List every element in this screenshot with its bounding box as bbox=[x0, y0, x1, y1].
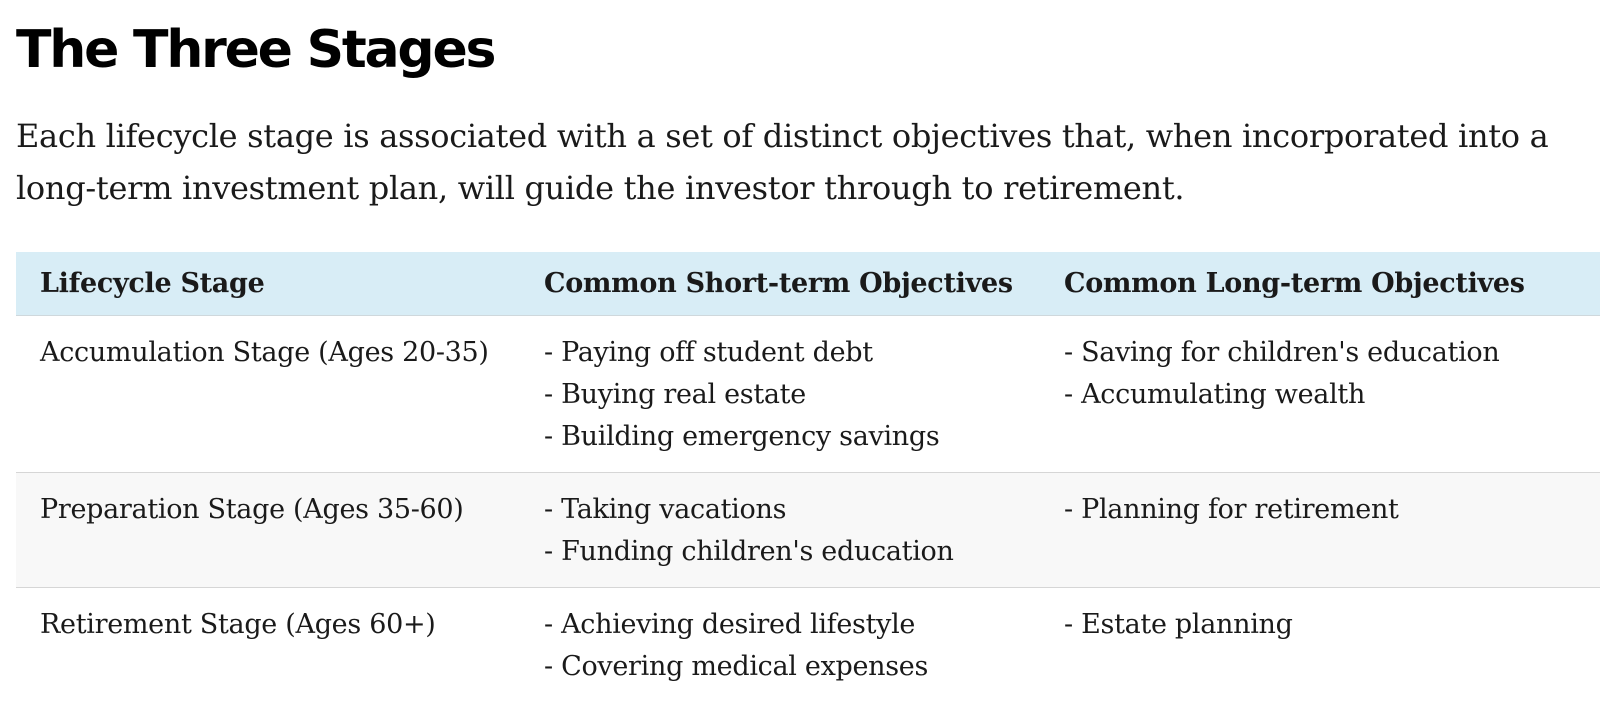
list-item: - Saving for children's education bbox=[1064, 332, 1576, 374]
table-row bbox=[16, 316, 1600, 473]
stage-cell: Accumulation Stage (Ages 20-35) bbox=[16, 316, 520, 473]
stage-cell: Retirement Stage (Ages 60+) bbox=[16, 588, 520, 702]
header-short-term-objectives: Common Short-term Objectives bbox=[520, 252, 1040, 316]
list-item: - Taking vacations bbox=[544, 489, 1016, 531]
page-title: The Three Stages bbox=[16, 18, 494, 82]
short-term-cell bbox=[520, 588, 1040, 702]
list-item: - Funding children's education bbox=[544, 531, 1016, 573]
table-row bbox=[16, 473, 1600, 588]
long-term-cell bbox=[1040, 316, 1600, 473]
table-header-row bbox=[16, 252, 1600, 316]
intro-paragraph: Each lifecycle stage is associated with a set of distinct objectives that, when incorporated into a long-term investment plan, will guide the investor through to retirement. bbox=[16, 110, 1576, 214]
list-item: - Building emergency savings bbox=[544, 416, 1016, 458]
list-item: - Paying off student debt bbox=[544, 332, 1016, 374]
table-row bbox=[16, 588, 1600, 702]
list-item: - Accumulating wealth bbox=[1064, 374, 1576, 416]
header-long-term-objectives: Common Long-term Objectives bbox=[1040, 252, 1600, 316]
stage-cell: Preparation Stage (Ages 35-60) bbox=[16, 473, 520, 588]
list-item: - Achieving desired lifestyle bbox=[544, 604, 1016, 646]
list-item: - Covering medical expenses bbox=[544, 646, 1016, 688]
list-item: - Planning for retirement bbox=[1064, 489, 1576, 531]
long-term-cell bbox=[1040, 588, 1600, 702]
lifecycle-stages-table bbox=[16, 252, 1600, 702]
long-term-cell bbox=[1040, 473, 1600, 588]
short-term-cell bbox=[520, 473, 1040, 588]
list-item: - Buying real estate bbox=[544, 374, 1016, 416]
header-lifecycle-stage: Lifecycle Stage bbox=[16, 252, 520, 316]
short-term-cell bbox=[520, 316, 1040, 473]
list-item: - Estate planning bbox=[1064, 604, 1576, 646]
